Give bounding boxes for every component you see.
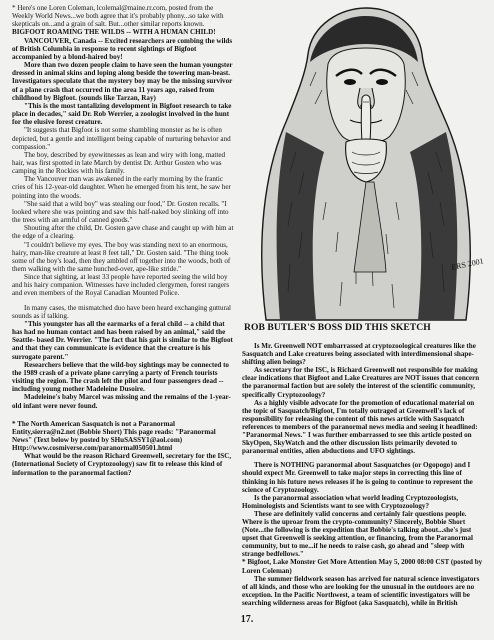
sketch-signature: ERS 2001 (450, 256, 485, 272)
commentary-paragraph: As secretary for the ISC, is Richard Greenwell not responsible for making clear indications that Bigfoot and Lake Creatures are NOT issues that concern the paranormal faction but are solely the interest of the scientific community, specifically Cryptozoology? (242, 366, 480, 399)
bigfoot-sketch (246, 2, 484, 320)
article-paragraph: What would be the reason Richard Greenwell, secretary for the ISC, (International Society of Cryptozoology) saw fit to release this kind of information to the paranormal faction? (12, 452, 232, 477)
article-paragraph: "She said that a wild boy" was stealing our food," Dr. Gosten recalls. "I looked where she was pointing and saw this half-naked boy slinking off into the trees with an armful of canned goods." (12, 199, 229, 225)
commentary-paragraph: Is the paranormal association what world leading Cryptozoologists, Hominologists and Scientists want to see with Cryptozoology? (242, 493, 459, 510)
article-paragraph: Shouting after the child, Dr. Gosten gave chase and caught up with him at the edge of a clearing. (12, 224, 234, 241)
commentary-paragraph: There is NOTHING paranormal about Sasquatches (or Ogopogo) and I should expect Mr. Greenwell to take major steps in correcting this line of thinking in his future news releases if he is going to continue to represent the science of Cryptozoology. (242, 461, 473, 494)
commentary-paragraph: As a highly visible advocate for the promotion of educational material on the topic of Sasquatch/Bigfoot, I'm totally outraged at Greenwell's lack of responsibility for releasing the content of this news article with Sasquatch references to members of the paranormal news media and seeing it headlined: "Paranormal News." I was further embarrassed to see this article posted on SkyOpen, SkyWatch and the other discussion lists primarily devoted to paranormal entities, alien abductions and UFO sightings. (242, 398, 478, 456)
commentary-paragraph: Is Mr. Greenwell NOT embarrassed at cryptozoological creatures like the Sasquatch and Lake creatures being associated with interdimensional shape-shifting alien beings? (242, 342, 476, 367)
sketch-caption: ROB BUTLER'S BOSS DID THIS SKETCH (244, 322, 431, 333)
right-column (242, 342, 485, 607)
article-paragraph: Researchers believe that the wild-boy sightings may be connected to the 1989 crash of a private plane carrying a party of French tourists visiting the region. The crash left the pilot and four passengers dead -- including young mother Madeleine Dusoire. (12, 360, 229, 394)
news-item-paragraph: The summer fieldwork season has arrived for natural science investigators of all kinds, and those who are looking for the unusual in the outdoors are no exception. In the Pacific Northwest, a team of scientific investigators will be searching wilderness areas for Bigfoot (aka Sasquatch), while in British (242, 574, 480, 607)
page-number: 17. (240, 614, 254, 625)
article-paragraph: The Vancouver man was awakened in the early morning by the frantic cries of his 12-year-old daughter. When he emerged from his tent, he saw her pointing into the woods. (12, 175, 231, 200)
intro-paragraph: * Here's one Loren Coleman, lcolemal@maine.rr.com, posted from the Weekly World News...we both agree that it's probably phony...so take with skepticals on...and a grain of salt. But...other similar reports known. (12, 4, 224, 29)
article-paragraph: In many cases, the mismatched duo have been heard exchanging guttural sounds as if talking. (12, 303, 232, 320)
article-paragraph: "It suggests that Bigfoot is not some shambling monster as he is often depicted, but a gentle and intelligent being capable of nurturing behavior and compassion." (12, 126, 231, 151)
second-item-heading: * The North American Sasquatch is not a Paranormal Entity,sierra@n2.net (Bobbie Short) This page reads: "Paranormal News" (Text below by posted by SHuSASSY1@aol.com) Http://www.cosmiverse.com/paranormal050501.html (12, 419, 216, 453)
article-headline: BIGFOOT ROAMING THE WILDS -- WITH A HUMAN CHILD! (12, 28, 216, 37)
article-lead: VANCOUVER, Canada -- Excited researchers are combing the wilds of British Columbia in response to recent sightings of Bigfoot accompanied by a blond-haired boy! (12, 36, 233, 61)
commentary-paragraph: These are definitely valid concerns and certainly fair questions people. Where is the uproar from the crypto-community? Sincerely, Bobbie Short (242, 509, 467, 526)
editor-note: (Note...the following is the expedition that Bobbie's talking about...she's just upset that Greenwell is seeking attention, or financing, from the Paranormal community, but to me...if he needs to raise cash, go ahead and "sleep with strange bedfellows." (242, 526, 473, 559)
article-paragraph: "This is the most tantalizing development in Bigfoot research to take place in decades," said Dr. Rob Werrier, a zoologist involved in the hunt for the elusive forest creature. (12, 101, 232, 127)
news-item-heading: * Bigfoot, Lake Monster Get More Attention May 5, 2000 08:00 CST (posted by Loren Coleman) (242, 558, 483, 575)
article-paragraph: Since that sighting, at least 33 people have reported seeing the wild boy and his hairy companion. Witnesses have included clergymen, forest rangers and even members of the Royal Canadian Mounted Police. (12, 273, 230, 298)
article-paragraph: The boy, described by eyewitnesses as lean and wiry with long, matted hair, was first spotted in late March by dentist Dr. Arthur Gosten who was camping in the Rockies with his family. (12, 150, 226, 176)
article-paragraph: More than two dozen people claim to have seen the human youngster dressed in animal skins and loping along beside the towering man-beast. Investigators speculate that the mystery boy may be the missing survivor of a plane crash that occurred in the area 11 years ago, raised from childhood by Bigfoot. (sounds like Tarzan, Ray) (12, 61, 233, 102)
left-column (12, 4, 234, 604)
article-paragraph: "This youngster has all the earmarks of a feral child -- a child that has had no human contact and has been raised by an animal," said the Seattle- based Dr. Werrier. "The fact that his gait is similar to the Bigfoot and that they can communicate is evidence that the creature is his surrogate parent." (12, 319, 233, 361)
article-paragraph: Madeleine's baby Marcel was missing and the remains of the 1-year-old infant were never found. (12, 393, 231, 410)
article-paragraph: "I couldn't believe my eyes. The boy was standing next to an enormous, hairy, man-like creature at least 8 feet tall," Dr. Gosten said. "The thing took some of the boy's load, then they ambled off together into the woods, both of them walking with the same hunched-over, ape-like stride." (12, 240, 231, 273)
